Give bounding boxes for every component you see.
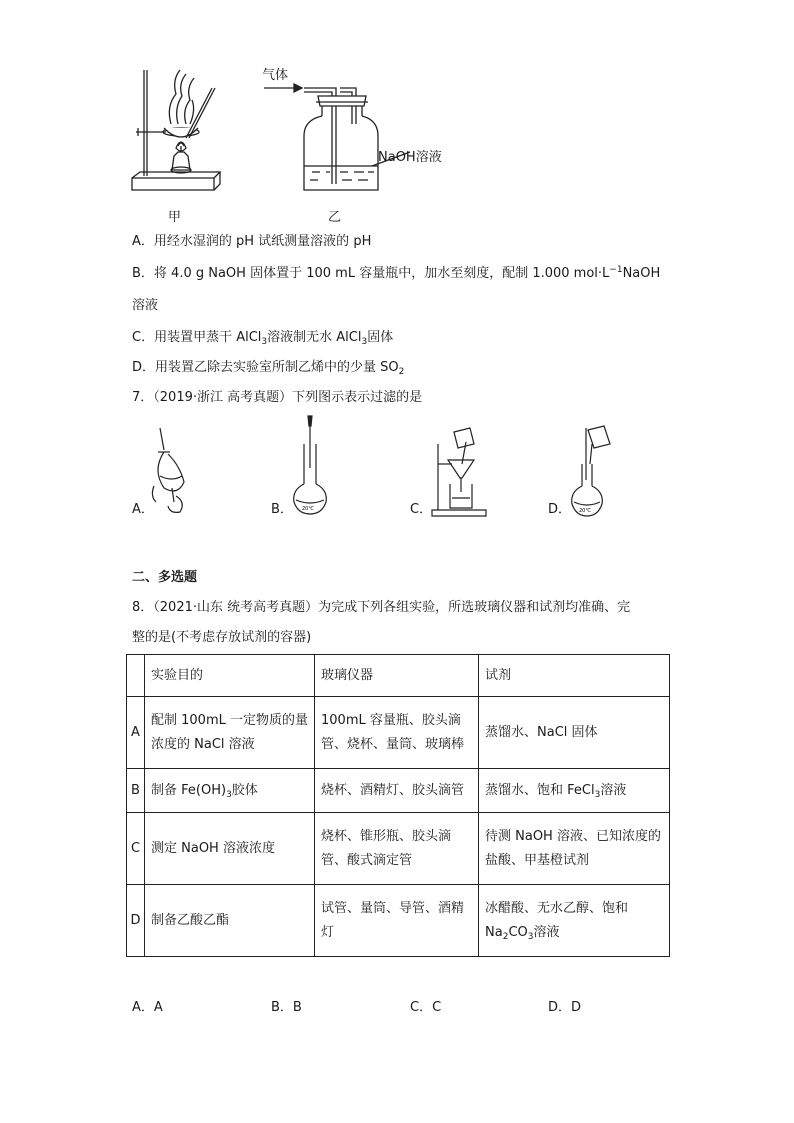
q7-choice-d[interactable]: D．	[548, 502, 572, 517]
q7-figure-d-pouring-into-flask	[566, 424, 616, 518]
row-glassware: 烧杯、锥形瓶、胶头滴管、酸式滴定管	[315, 813, 479, 885]
gas-label: 气体	[262, 68, 289, 83]
flask-b-mark: 20℃	[302, 506, 314, 512]
q7-choice-c[interactable]: C．	[410, 502, 433, 517]
q7-stem: 7．（2019·浙江 高考真题）下列图示表示过滤的是	[132, 390, 423, 405]
header-cell-glassware: 玻璃仪器	[315, 655, 479, 697]
row-label: A	[127, 697, 145, 769]
row-reagent: 冰醋酸、无水乙醇、饱和 $Na_2CO_3$溶液	[479, 885, 670, 957]
header-cell-reagent: 试剂	[479, 655, 670, 697]
gas-washing-bottle-figure	[260, 80, 480, 200]
q8-answer-b[interactable]: B．B	[271, 1000, 302, 1015]
q6-option-b-line2: 溶液	[132, 298, 159, 313]
flask-d-mark: 20℃	[579, 508, 591, 514]
naoh-solution-label: NaOH溶液	[378, 150, 442, 165]
q8-answer-c[interactable]: C．C	[410, 1000, 442, 1015]
apparatus-jia-figure	[126, 66, 226, 196]
label-jia: 甲	[168, 210, 182, 225]
row-purpose: 制备 $Fe(OH)_3$胶体	[145, 769, 315, 813]
row-label: B	[127, 769, 145, 813]
q8-answer-d[interactable]: D．D	[548, 1000, 582, 1015]
q8-stem-line2: 整的是(不考虑存放试剂的容器)	[132, 630, 312, 645]
q7-figure-b-volumetric-flask	[290, 414, 330, 518]
row-reagent: 蒸馏水、饱和 FeCl$_3$溶液	[479, 769, 670, 813]
q7-choice-b[interactable]: B．	[271, 502, 293, 517]
row-glassware: 试管、量筒、导管、酒精灯	[315, 885, 479, 957]
q6-option-c: C．用装置甲蒸干 AlCl$_3$溶液制无水 AlCl$_3$固体	[132, 330, 394, 347]
row-label: C	[127, 813, 145, 885]
row-label: D	[127, 885, 145, 957]
row-glassware: 100mL 容量瓶、胶头滴管、烧杯、量筒、玻璃棒	[315, 697, 479, 769]
table-header-row	[127, 655, 670, 697]
q7-choice-a[interactable]: A．	[132, 502, 154, 517]
row-purpose: 配制 100mL 一定物质的量浓度的 NaCl 溶液	[145, 697, 315, 769]
row-purpose: 测定 NaOH 溶液浓度	[145, 813, 315, 885]
row-reagent: 蒸馏水、NaCl 固体	[479, 697, 670, 769]
label-yi: 乙	[328, 210, 342, 225]
table-row	[127, 769, 670, 813]
q8-answer-a[interactable]: A．A	[132, 1000, 163, 1015]
table-row	[127, 885, 670, 957]
section-title-multiple-choice: 二、多选题	[132, 570, 198, 585]
q6-option-b-line1: B．将 4.0 g NaOH 固体置于 100 mL 容量瓶中，加水至刻度，配制 1.000 $mol\cdot L^{-1}NaOH$	[132, 265, 661, 281]
q8-stem-line1: 8．（2021·山东 统考高考真题）为完成下列各组实验，所选玻璃仪器和试剂均准确、完	[132, 600, 631, 615]
q8-table	[126, 654, 670, 957]
table-row	[127, 697, 670, 769]
header-cell-purpose: 实验目的	[145, 655, 315, 697]
q7-figure-a-separatory-funnel	[150, 426, 200, 516]
q7-figure-c-filtration	[426, 424, 496, 518]
row-purpose: 制备乙酸乙酯	[145, 885, 315, 957]
q6-option-d: D．用装置乙除去实验室所制乙烯中的少量 $SO_2$	[132, 360, 405, 377]
table-row	[127, 813, 670, 885]
row-reagent: 待测 NaOH 溶液、已知浓度的盐酸、甲基橙试剂	[479, 813, 670, 885]
row-glassware: 烧杯、酒精灯、胶头滴管	[315, 769, 479, 813]
header-cell-label	[127, 655, 145, 697]
q6-option-a: A．用经水湿润的 pH 试纸测量溶液的 pH	[132, 234, 372, 249]
